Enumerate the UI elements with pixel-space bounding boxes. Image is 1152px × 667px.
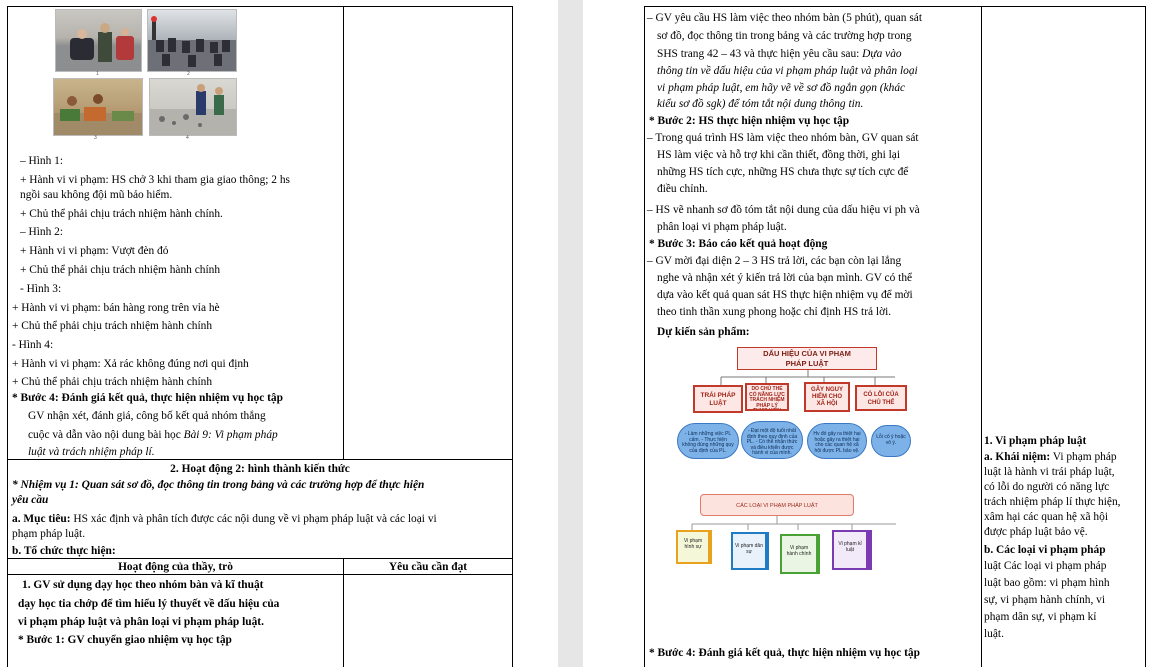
signs-title-line1: DẤU HIỆU CỦA VI PHẠM [763,349,851,358]
signs-title-line2: PHÁP LUẬT [785,359,829,368]
bottom-cell-requirement [343,574,513,667]
type-civil: Vi phạm dân sự [731,532,769,570]
text-line: – Hình 1: [20,155,64,167]
italic-line: vi phạm pháp luật, em hãy vẽ về sơ đồ ngắn gọn (khác [657,82,906,94]
signs-diagram [682,345,925,463]
types-diagram-title: CÁC LOẠI VI PHẠM PHÁP LUẬT [700,494,854,516]
step2-line: – Trong quá trình HS làm việc theo nhóm bàn, GV quan sát [647,132,919,144]
photo-4-number: 4 [186,135,189,141]
concept-line: xâm hại các quan hệ xã hội [984,511,1108,523]
bottom-line: dạy học tia chớp để tìm hiểu lý thuyết về dấu hiệu của [18,598,280,610]
text-line: + Hành vi vi phạm: bán hàng rong trên vỉa hè [12,302,220,314]
sign-box-capacity: DO CHỦ THỂ CÓ NĂNG LỰC TRÁCH NHIỆM PHÁP LÝ THỰC HIỆN [745,383,789,411]
step2-line: điều chỉnh. [657,183,708,195]
side-heading: 1. Vi phạm pháp luật [984,435,1087,447]
types-line: sự, vi phạm hành chính, vi [984,594,1106,606]
column-header-teacher: Hoạt động của thầy, trò [118,561,233,573]
concept-label: a. Khái niệm: [984,451,1051,463]
intro-line [657,45,902,63]
photo-4-littering [149,78,237,136]
sign-box-danger: GÂY NGUY HIỂM CHO XÃ HỘI [804,382,850,412]
concept-line: có lỗi do người có năng lực [984,481,1110,493]
column-header-requirement: Yêu cầu cần đạt [388,561,468,573]
text-line: + Hành vi vi phạm: HS chở 3 khi tham gia giao thông; 2 hs [20,174,290,186]
bottom-line: 1. GV sử dụng dạy học theo nhóm bàn và kĩ thuật [22,579,264,591]
step2-title: * Bước 2: HS thực hiện nhiệm vụ học tập [649,115,850,127]
signs-diagram-title [737,347,877,370]
photo-3-street-vendors [53,78,143,136]
step3-line: nghe và nhận xét ý kiến trả lời của bạn mình. GV có thể [657,272,913,284]
type-administrative: Vi phạm hành chính [780,534,820,574]
document-page-left [0,0,558,667]
types-diagram [683,490,912,582]
text-line: + Chủ thể phải chịu trách nhiệm hành chính. [20,208,223,220]
text-line: + Chủ thể phải chịu trách nhiệm hành chính [20,264,221,276]
types-line: phạm dân sự, vi phạm kỉ [984,611,1097,623]
photo-2-illustration [148,10,236,71]
type-disciplinary: Vi phạm kỉ luật [832,530,872,570]
step4-title-right: * Bước 4: Đánh giá kết quả, thực hiện nhiệm vụ học tập [649,647,920,659]
step2-line: phân loại vi phạm pháp luật. [657,221,787,233]
concept-line: được pháp luật bảo vệ. [984,526,1088,538]
lesson-title: Bài 9: Vi phạm pháp [183,429,278,441]
step3-title: * Bước 3: Báo cáo kết quả hoạt động [649,238,828,250]
types-line: luật. [984,628,1004,640]
concept-text: Vi phạm pháp [1050,451,1117,463]
goal-text: HS xác định và phân tích được các nội dung về vi phạm pháp luật và các loại vi [70,513,437,525]
text-line: + Chủ thể phải chịu trách nhiệm hành chính [12,320,213,332]
goal-line: phạm pháp luật. [12,528,86,540]
types-label: b. Các loại vi phạm pháp [984,544,1106,556]
photo-2-number: 2 [187,71,190,77]
sign-box-illegal: TRÁI PHÁP LUẬT [693,385,743,413]
sign-box-fault: CÓ LỖI CỦA CHỦ THỂ [855,385,907,411]
photo-2-red-light [147,9,237,72]
text-line: - Hình 3: [20,283,62,295]
concept-line: luật là hành vi trái pháp luật, [984,466,1115,478]
task1-line: yêu cầu [12,494,49,506]
step4-line: luật và trách nhiệm pháp lí. [28,446,155,458]
step2-line: – HS vẽ nhanh sơ đồ tóm tắt nội dung của dấu hiệu vi ph và [647,204,920,216]
sign-cloud-capacity: - Đạt một độ tuổi nhất định theo quy định của PL. - Có thể nhận thức và điều khiển được hành vi của mình. [741,421,803,459]
types-line: luật bao gồm: vi phạm hình [984,577,1110,589]
text-line: - Hình 4: [12,339,54,351]
photo-1-illustration [56,10,141,71]
step2-line: những HS tích cực, những HS chưa thực sự tích cực để [657,166,909,178]
step4-title: * Bước 4: Đánh giá kết quả, thực hiện nhiệm vụ học tập [12,392,283,404]
intro-italic: Dựa vào [862,48,902,60]
photo-3-illustration [54,79,142,135]
italic-line: thông tin về dấu hiệu của vi phạm pháp luật và phân loại [657,65,918,77]
step3-line: – GV mời đại diện 2 – 3 HS trả lời, các bạn còn lại lắng [647,255,902,267]
text-line: + Hành vi vi phạm: Xả rác không đúng nơi qui định [12,358,249,370]
document-page-right [583,0,1152,667]
text-line: ngồi sau không đội mũ bảo hiểm. [20,189,173,201]
text-line: + Hành vi vi phạm: Vượt đèn đỏ [20,245,169,257]
step2-line: HS làm việc và hỗ trợ khi cần thiết, đồng thời, ghi lại [657,149,900,161]
activity2-title: 2. Hoạt động 2: hình thành kiến thức [170,463,350,475]
concept-line: trách nhiệm pháp lí thực hiện, [984,496,1121,508]
type-criminal: Vi phạm hình sự [676,530,712,564]
bottom-line: * Bước 1: GV chuyển giao nhiệm vụ học tập [18,634,232,646]
step4-line-text: cuộc và dẫn vào nội dung bài học [28,429,181,441]
sign-cloud-danger: Hv đó gây ra thiệt hại hoặc gây ra thiệt hại cho các quan hệ xã hội được PL bảo vệ. [807,423,867,459]
org-label: b. Tổ chức thực hiện: [12,545,116,557]
step3-line: theo tinh thần xung phong hoặc chỉ định HS trả lời. [657,306,892,318]
intro-text: SHS trang 42 – 43 và thực hiện yêu cầu sau: [657,48,860,60]
intro-line: sơ đồ, đọc thông tin trong bảng và các trường hợp trong [657,30,912,42]
photo-4-illustration [150,79,236,135]
bottom-line: vi phạm pháp luật và phân loại vi phạm pháp luật. [18,616,264,628]
photo-3-number: 3 [94,135,97,141]
text-line: – Hình 2: [20,226,64,238]
intro-line: – GV yêu cầu HS làm việc theo nhóm bàn (5 phút), quan sát [647,12,923,24]
expected-product-label: Dự kiến sản phẩm: [657,326,750,338]
step4-line: GV nhận xét, đánh giá, công bố kết quả nhóm thắng [28,410,266,422]
photo-1-traffic-violation [55,9,142,72]
italic-line: kiểu sơ đồ sgk) để tóm tắt nội dung thông tin. [657,98,864,110]
task1-line: * Nhiệm vụ 1: Quan sát sơ đồ, đọc thông tin trong bảng và các trường hợp để thực hiện [12,479,425,491]
sign-cloud-illegal: - Làm những việc PL cấm. - Thực hiện không đúng những quy của định của PL. [677,423,739,459]
types-line: luật Các loại vi phạm pháp [984,560,1107,572]
left-table-cell-side [343,6,513,460]
step4-line [28,426,278,444]
step3-line: dựa vào kết quả quan sát HS thực hiện nhiệm vụ để mời [657,289,913,301]
sign-cloud-fault: Lỗi cố ý hoặc vô ý. [871,425,911,457]
text-line: + Chủ thể phải chịu trách nhiệm hành chính [12,376,213,388]
goal-label: a. Mục tiêu: [12,513,71,525]
photo-1-number: 1 [96,71,99,77]
